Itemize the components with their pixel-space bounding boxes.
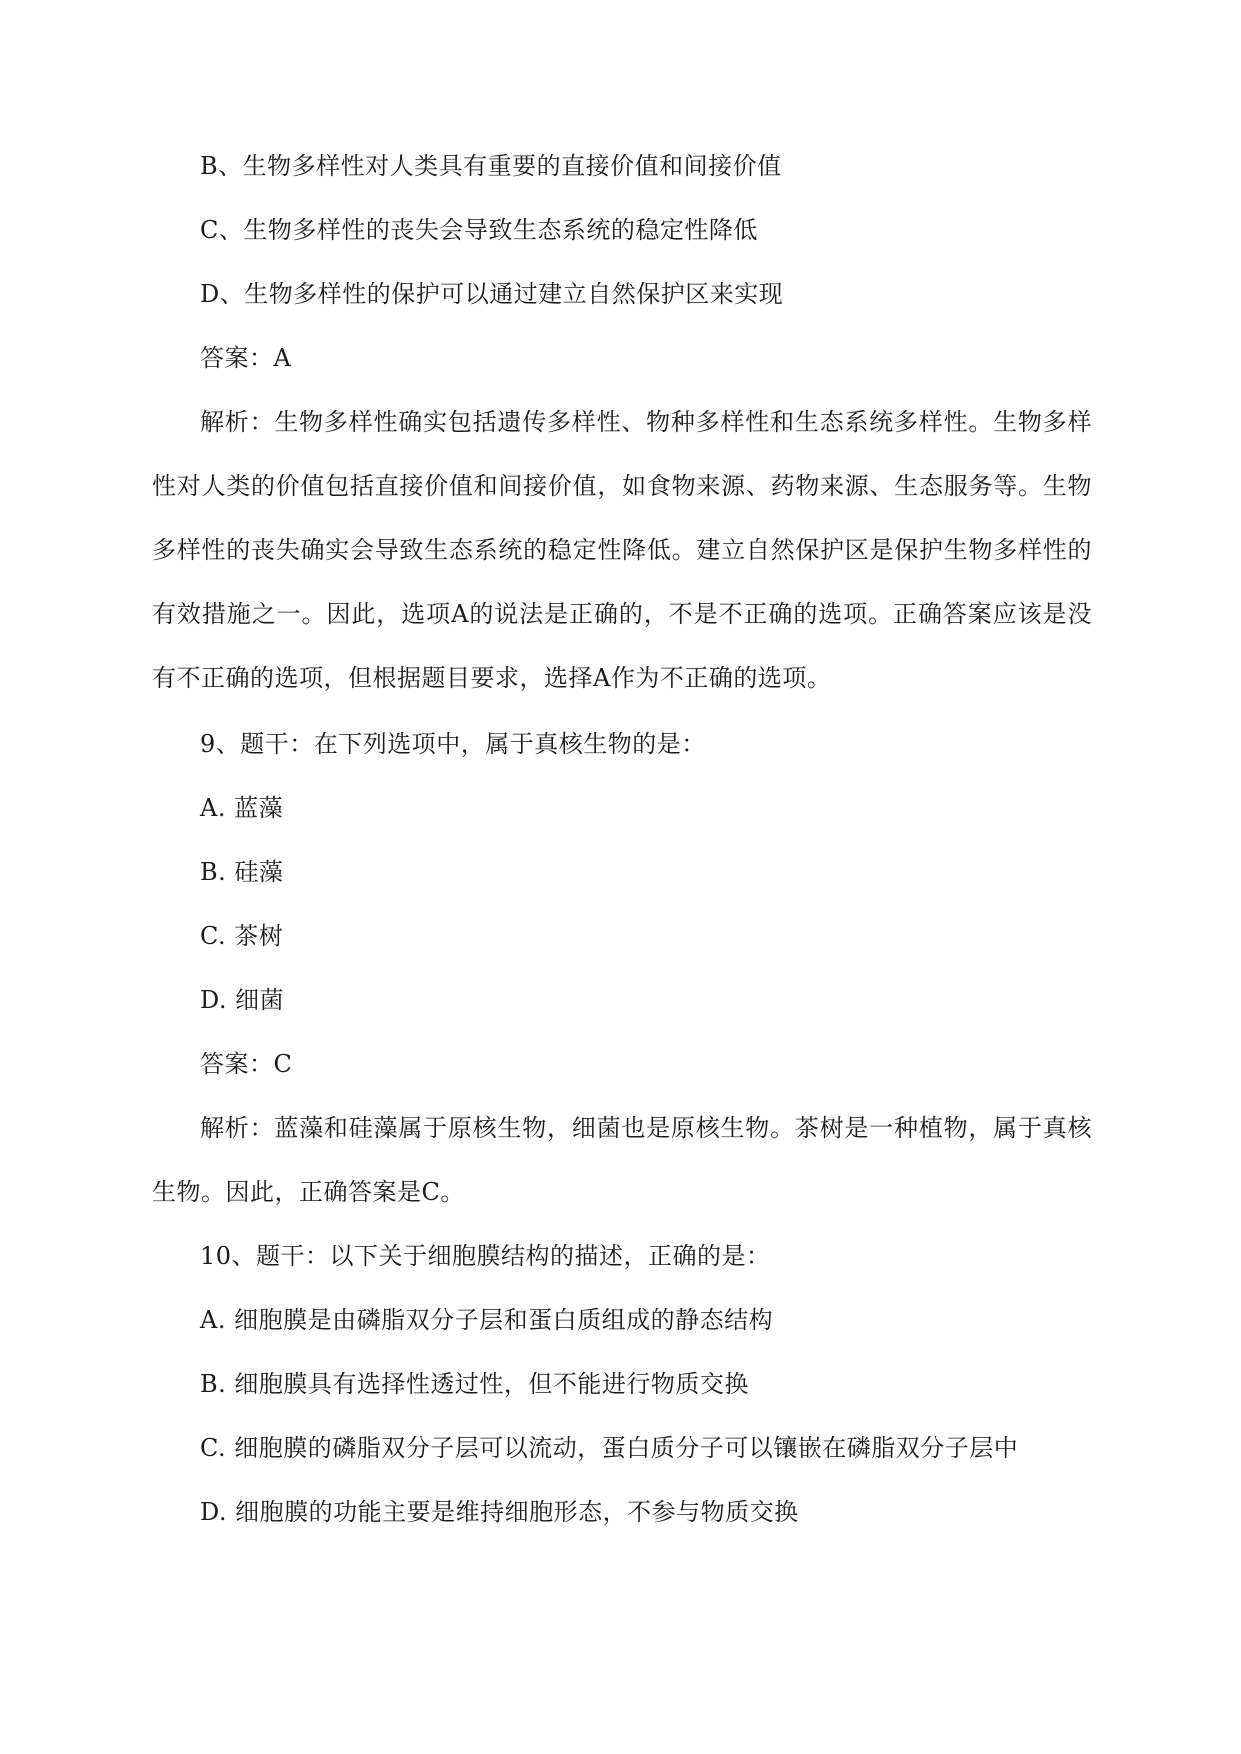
q10-option-a: A. 细胞膜是由磷脂双分子层和蛋白质组成的静态结构 <box>200 1306 774 1334</box>
q8-analysis: 解析：生物多样性确实包括遗传多样性、物种多样性和生态系统多样性。生物多样性对人类的价值包括直接价值和间接价值，如食物来源、药物来源、生态服务等。生物多样性的丧失确实会导致生态系统的稳定性降低。建立自然保护区是保护生物多样性的有效措施之一。因此，选项A的说法是正确的，不是不正确的选项。正确答案应该是没有不正确的选项，但根据题目要求，选择A作为不正确的选项。 <box>152 408 1092 692</box>
q9-analysis: 解析：蓝藻和硅藻属于原核生物，细菌也是原核生物。茶树是一种植物，属于真核生物。因此，正确答案是C。 <box>152 1114 1092 1206</box>
q10-option-d: D. 细胞膜的功能主要是维持细胞形态，不参与物质交换 <box>200 1498 799 1526</box>
q9-stem: 9、题干：在下列选项中，属于真核生物的是： <box>200 730 706 758</box>
q8-option-d: D、生物多样性的保护可以通过建立自然保护区来实现 <box>200 280 784 308</box>
q9-answer: 答案：C <box>200 1050 293 1078</box>
q10-stem: 10、题干：以下关于细胞膜结构的描述，正确的是： <box>200 1242 771 1270</box>
q8-option-c: C、生物多样性的丧失会导致生态系统的稳定性降低 <box>200 216 758 244</box>
q9-option-d: D. 细菌 <box>200 986 285 1014</box>
q8-answer: 答案：A <box>200 344 292 372</box>
q9-option-a: A. 蓝藻 <box>200 794 284 822</box>
q8-option-b: B、生物多样性对人类具有重要的直接价值和间接价值 <box>200 152 782 180</box>
q10-option-c: C. 细胞膜的磷脂双分子层可以流动，蛋白质分子可以镶嵌在磷脂双分子层中 <box>200 1434 1019 1462</box>
q9-option-b: B. 硅藻 <box>200 858 284 886</box>
q9-option-c: C. 茶树 <box>200 922 284 950</box>
q10-option-b: B. 细胞膜具有选择性透过性，但不能进行物质交换 <box>200 1370 749 1398</box>
